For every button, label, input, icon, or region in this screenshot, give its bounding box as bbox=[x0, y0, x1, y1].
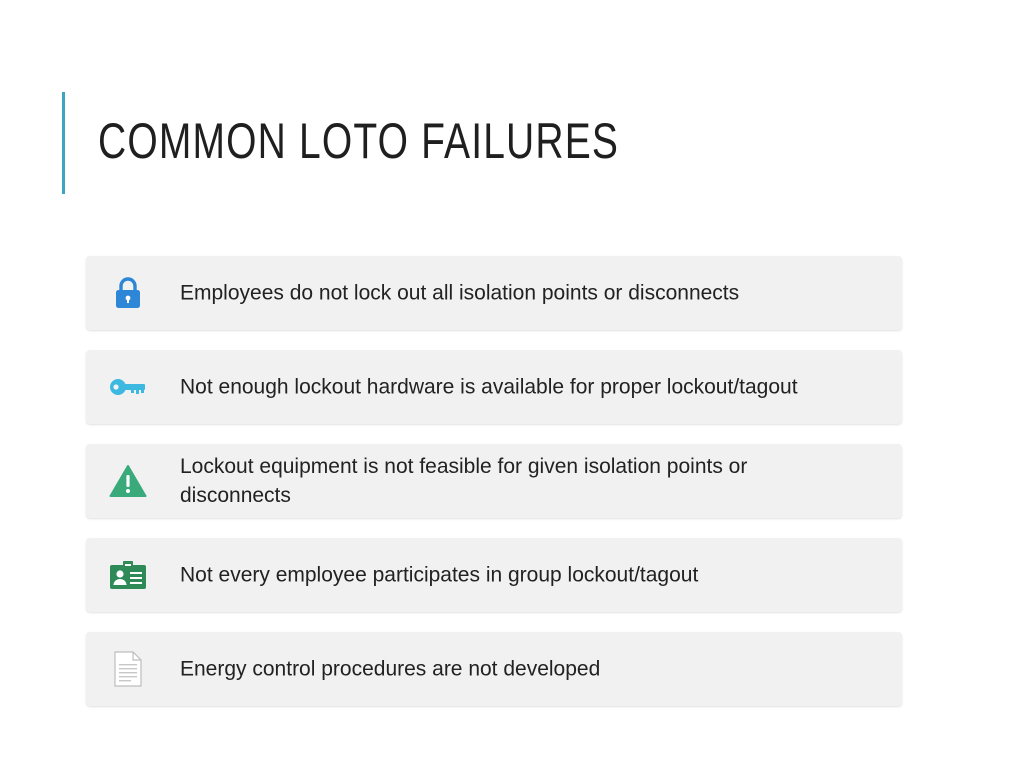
padlock-icon bbox=[108, 273, 148, 313]
list-item bbox=[86, 350, 902, 424]
list-item-text: Not every employee participates in group lockout/tagout bbox=[180, 563, 699, 587]
list-item-text: Employees do not lock out all isolation points or disconnects bbox=[180, 281, 740, 305]
failure-list bbox=[86, 256, 902, 726]
list-item-text: Lockout equipment is not feasible for given isolation points or disconnects bbox=[180, 455, 748, 507]
document-icon bbox=[108, 649, 148, 689]
list-item bbox=[86, 256, 902, 330]
list-item bbox=[86, 444, 902, 518]
title-accent-bar bbox=[62, 92, 65, 194]
slide-title: COMMON LOTO FAILURES bbox=[98, 113, 620, 169]
list-item bbox=[86, 632, 902, 706]
warning-icon bbox=[108, 461, 148, 501]
list-item bbox=[86, 538, 902, 612]
list-item-text: Not enough lockout hardware is available for proper lockout/tagout bbox=[180, 375, 798, 399]
list-item-text: Energy control procedures are not developed bbox=[180, 657, 601, 681]
id-badge-icon bbox=[108, 555, 148, 595]
key-icon bbox=[108, 367, 148, 407]
